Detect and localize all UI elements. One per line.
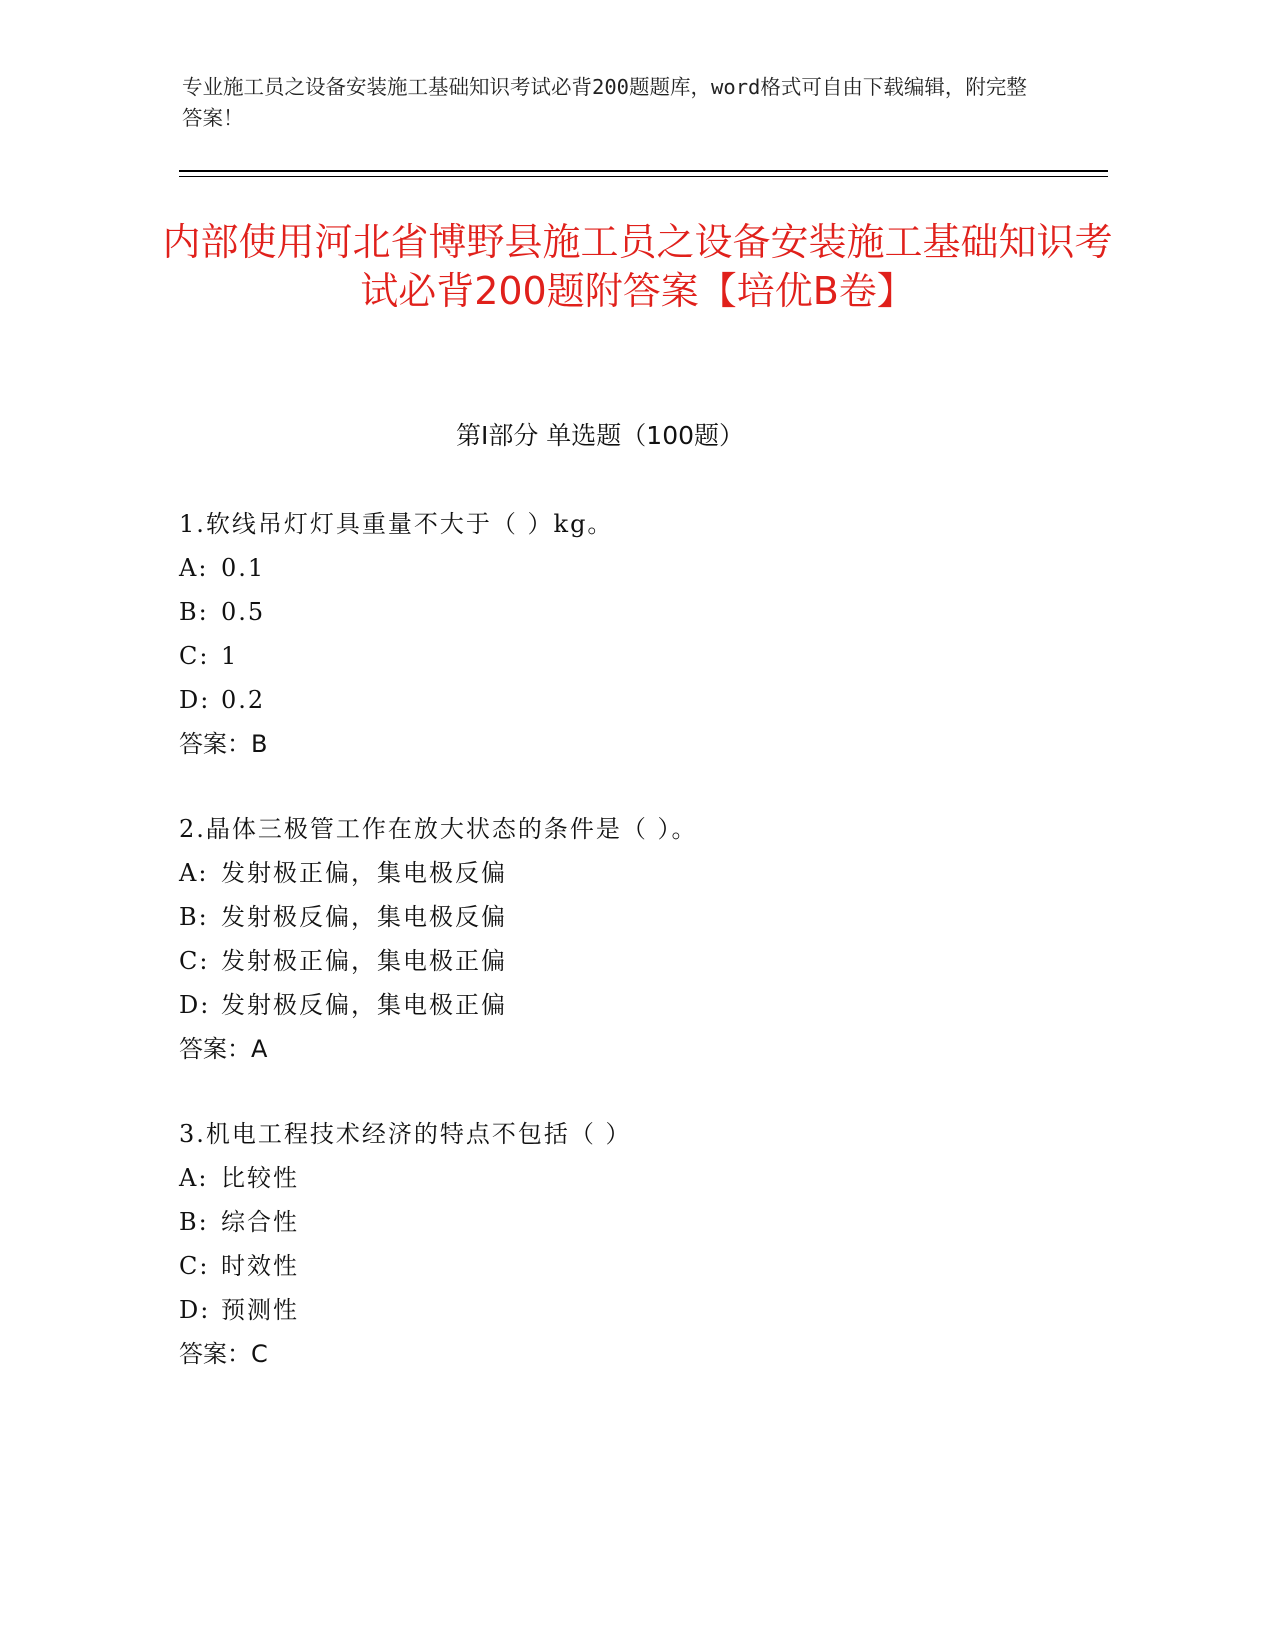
option-text: 1 <box>221 642 239 670</box>
option-text: 0.2 <box>221 686 266 714</box>
option-text: 综合性 <box>221 1208 299 1236</box>
question-stem: 2.晶体三极管工作在放大状态的条件是（ ）。 <box>179 815 698 843</box>
option-key: C: <box>179 642 210 670</box>
option-key: B: <box>179 598 209 626</box>
option-key: D: <box>179 991 211 1019</box>
option-text: 比较性 <box>221 1164 299 1192</box>
option-key: D: <box>179 686 211 714</box>
question-stem: 1.软线吊灯灯具重量不大于（ ）kg。 <box>179 510 614 538</box>
section-title: 第I部分 单选题（100题） <box>455 421 745 450</box>
option-text: 时效性 <box>221 1252 299 1280</box>
option-text: 发射极正偏，集电极正偏 <box>221 947 507 975</box>
header-note: 专业施工员之设备安装施工基础知识考试必背200题题库，word格式可自由下载编辑，附完整答案！ <box>182 75 1027 130</box>
option-key: A: <box>179 1164 209 1192</box>
option-key: A: <box>179 859 209 887</box>
answer: 答案：C <box>179 1340 268 1368</box>
header-divider-thick <box>179 170 1108 172</box>
option-text: 0.5 <box>221 598 266 626</box>
option-key: C: <box>179 947 210 975</box>
option-key: B: <box>179 1208 209 1236</box>
option-text: 发射极反偏，集电极正偏 <box>221 991 507 1019</box>
option-a <box>179 856 1079 900</box>
document-title: 内部使用河北省博野县施工员之设备安装施工基础知识考试必背200题附答案【培优B卷】 <box>162 220 1113 313</box>
option-d <box>179 988 1079 1032</box>
option-a <box>179 1161 1079 1205</box>
question-stem: 3.机电工程技术经济的特点不包括（ ） <box>179 1120 632 1148</box>
option-key: A: <box>179 554 209 582</box>
question-2 <box>179 812 1079 1076</box>
option-b <box>179 1205 1079 1249</box>
option-text: 发射极正偏，集电极反偏 <box>221 859 507 887</box>
option-c <box>179 639 1079 683</box>
option-c <box>179 944 1079 988</box>
option-d <box>179 683 1079 727</box>
option-b <box>179 595 1079 639</box>
option-text: 预测性 <box>221 1296 299 1324</box>
option-d <box>179 1293 1079 1337</box>
option-key: D: <box>179 1296 211 1324</box>
option-a <box>179 551 1079 595</box>
answer: 答案：B <box>179 730 268 758</box>
header-divider-thin <box>179 176 1108 177</box>
option-text: 发射极反偏，集电极反偏 <box>221 903 507 931</box>
option-c <box>179 1249 1079 1293</box>
question-1 <box>179 507 1079 771</box>
option-key: C: <box>179 1252 210 1280</box>
answer: 答案：A <box>179 1035 268 1063</box>
option-text: 0.1 <box>221 554 266 582</box>
option-key: B: <box>179 903 209 931</box>
option-b <box>179 900 1079 944</box>
question-3 <box>179 1117 1079 1381</box>
